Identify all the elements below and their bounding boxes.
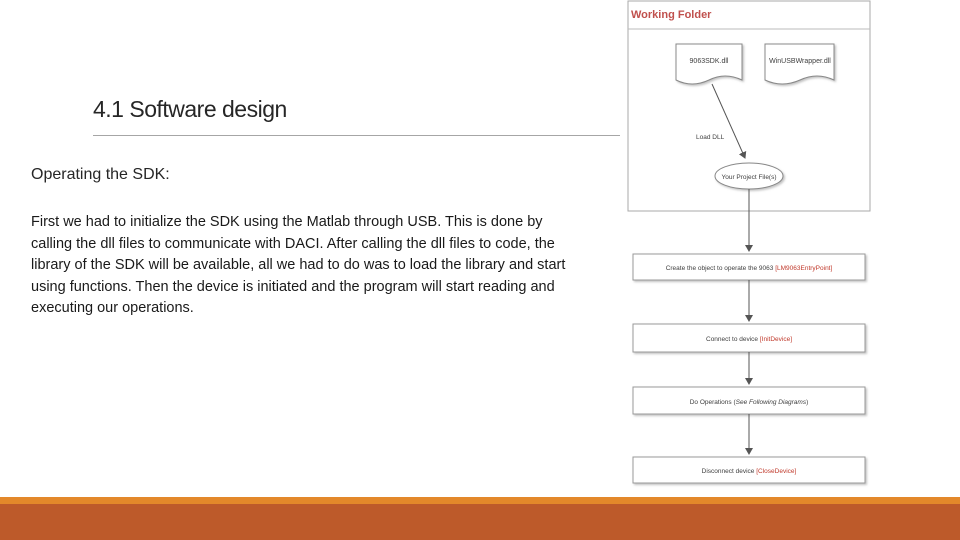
project-file-node [715, 163, 783, 189]
flow-step-connect [633, 324, 865, 352]
svg-text:Create the object to operate t [666, 265, 833, 272]
step-2-text: Connect to device [706, 336, 760, 343]
slide-title: 4.1 Software design [93, 96, 287, 122]
step-1-function: [LM9063EntryPoint] [775, 265, 833, 272]
flow-step-create-object [633, 254, 865, 280]
slide-body-text: First we had to initialize the SDK using the Matlab through USB. This is done by calling the dll files to communicate with DACI. After calling the dll files to code, the library of the SDK will be available, all we had to do was to load the library and start using functions. Then the device is initiated and the program will start reading and executing our operations. [31, 214, 566, 316]
project-file-label: Your Project File(s) [721, 174, 777, 181]
flow-diagram [620, 0, 882, 502]
flow-step-disconnect [633, 457, 865, 483]
step-3-text-c: ) [806, 399, 809, 406]
working-folder-label: Working Folder [631, 9, 712, 21]
step-3-text-a: Do Operations ( [689, 399, 736, 406]
dll-file-2-label: WinUSBWrapper.dll [769, 58, 831, 65]
flow-diagram-svg [620, 0, 882, 502]
step-4-function: [CloseDevice] [756, 468, 797, 475]
step-1-text: Create the object to operate the 9063 [665, 265, 776, 272]
title-divider [93, 135, 620, 136]
flow-step-operations [633, 387, 865, 414]
dll-file-1-label: 9063SDK.dll [689, 58, 729, 65]
slide-subtitle: Operating the SDK: [31, 166, 170, 183]
footer-bar [0, 504, 960, 540]
svg-text:Disconnect device [CloseDevice [702, 468, 797, 475]
step-3-text-b: See Following Diagrams [735, 399, 807, 406]
step-4-text: Disconnect device [701, 468, 757, 475]
svg-text:Connect to device [InitDevice] [706, 336, 792, 343]
load-dll-label: Load DLL [696, 134, 725, 141]
step-2-function: [InitDevice] [759, 336, 792, 343]
footer-accent-stripe [0, 497, 960, 504]
svg-text:Do Operations (See Following D [690, 399, 809, 406]
